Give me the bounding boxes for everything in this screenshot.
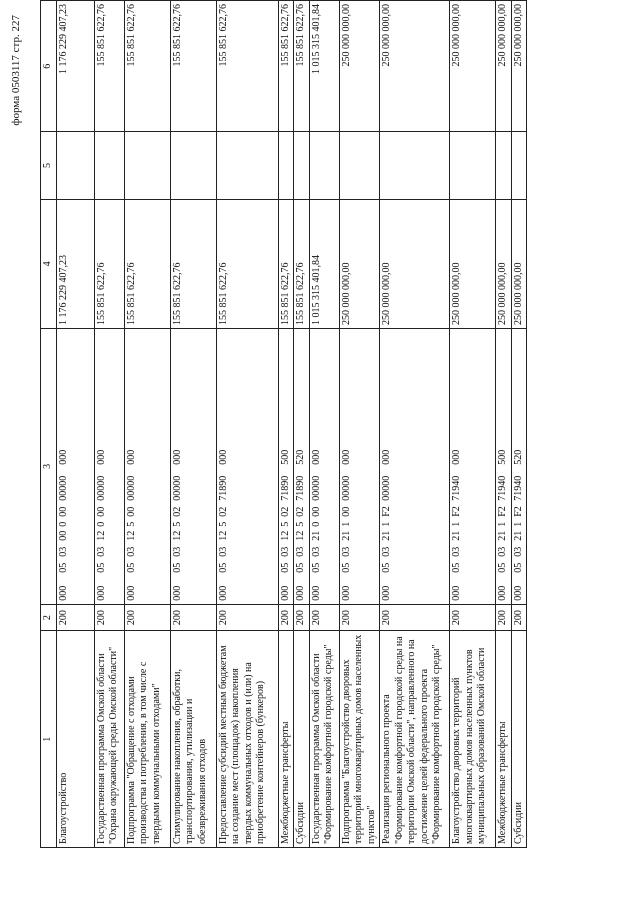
budget-code-part: 00000 (95, 475, 107, 501)
row-line-code-cell: 200 (380, 604, 450, 631)
budget-code-part: 000 (340, 449, 352, 465)
budget-code (96, 332, 109, 601)
budget-code-part: 000 (295, 585, 306, 601)
row-executed-amount-cell (496, 132, 512, 199)
budget-code-part: 00000 (381, 475, 392, 501)
budget-code-part: 000 (451, 585, 462, 601)
row-name-cell: Межбюджетные трансферты (496, 631, 512, 848)
row-executed-amount-cell (278, 132, 294, 199)
row-line-code-cell: 200 (339, 604, 380, 631)
row-executed-amount-cell (124, 132, 170, 199)
budget-code-part: 5 (125, 521, 137, 527)
header-row (41, 1, 57, 848)
row-line-code-cell: 200 (170, 604, 216, 631)
budget-code-part: 000 (125, 449, 137, 465)
budget-code-part: 21 (512, 530, 524, 541)
budget-code-part: 03 (95, 546, 107, 557)
budget-code-part: 000 (95, 449, 107, 465)
budget-code-part: 520 (295, 449, 306, 465)
budget-code-part: 000 (497, 585, 508, 601)
table-row (496, 1, 512, 848)
row-budget-code-cell (170, 329, 216, 605)
budget-code-part: 00 (95, 506, 107, 517)
budget-code-part: 03 (171, 546, 183, 557)
budget-code-part: 03 (217, 546, 229, 557)
budget-code (218, 332, 231, 601)
budget-code-part: 00 (57, 530, 69, 541)
budget-code-part: 1 (381, 521, 392, 527)
row-approved-amount-cell: 250 000 000,00 (380, 199, 450, 328)
budget-code (172, 332, 185, 601)
row-approved-amount-cell: 155 851 622,76 (94, 199, 124, 328)
row-line-code-cell: 200 (496, 604, 512, 631)
budget-code-part: F2 (497, 506, 508, 517)
row-executed-amount-cell (94, 132, 124, 199)
budget-code-part: 03 (310, 546, 322, 557)
budget-code-part: 03 (279, 546, 291, 557)
budget-code (295, 332, 308, 601)
table-row (278, 1, 294, 848)
row-budget-code-cell (339, 329, 380, 605)
row-approved-amount-cell: 155 851 622,76 (216, 199, 278, 328)
budget-code-part: 0 (95, 521, 107, 527)
budget-code-part: 500 (279, 449, 291, 465)
budget-code-part: 000 (279, 585, 291, 601)
row-executed-amount-cell (56, 132, 94, 199)
row-line-code-cell: 200 (216, 604, 278, 631)
row-remaining-amount-cell: 1 176 229 407,23 (56, 1, 94, 132)
budget-code-part: 12 (279, 530, 291, 541)
table-row (56, 1, 94, 848)
row-approved-amount-cell: 250 000 000,00 (339, 199, 380, 328)
budget-code-part: 12 (295, 530, 306, 541)
budget-code (126, 332, 139, 601)
row-remaining-amount-cell: 250 000 000,00 (380, 1, 450, 132)
budget-code (311, 332, 324, 601)
row-line-code-cell: 200 (278, 604, 294, 631)
budget-code-part: 00000 (310, 475, 322, 501)
budget-code-part: 1 (451, 521, 462, 527)
budget-code-part: 00 (310, 506, 322, 517)
budget-code (58, 332, 71, 601)
row-approved-amount-cell: 1 015 315 401,84 (309, 199, 339, 328)
budget-code-part: 000 (217, 449, 229, 465)
budget-code-part: 000 (512, 585, 524, 601)
budget-table (40, 0, 527, 848)
row-remaining-amount-cell: 155 851 622,76 (216, 1, 278, 132)
row-name-cell: Подпрограмма "Благоустройство дворовых территорий многоквартирных домов населенных пунктов" (339, 631, 380, 848)
row-line-code-cell: 200 (309, 604, 339, 631)
table-row (216, 1, 278, 848)
row-executed-amount-cell (511, 132, 527, 199)
budget-code-part: 1 (497, 521, 508, 527)
row-remaining-amount-cell: 250 000 000,00 (511, 1, 527, 132)
row-approved-amount-cell: 155 851 622,76 (124, 199, 170, 328)
col-header-1: 1 (41, 631, 57, 848)
budget-code-part: 05 (310, 562, 322, 573)
budget-code-part: 03 (497, 546, 508, 557)
row-budget-code-cell (216, 329, 278, 605)
row-name-cell: Межбюджетные трансферты (278, 631, 294, 848)
budget-code-part: 05 (512, 562, 524, 573)
budget-code-part: 12 (217, 530, 229, 541)
row-remaining-amount-cell: 250 000 000,00 (496, 1, 512, 132)
row-approved-amount-cell: 250 000 000,00 (450, 199, 496, 328)
table-row (309, 1, 339, 848)
budget-code-part: 1 (340, 521, 352, 527)
row-name-cell: Подпрограмма "Обращение с отходами производства и потребления, в том числе с твердыми коммунальными отходами" (124, 631, 170, 848)
col-header-4: 4 (41, 199, 57, 328)
budget-code-part: 02 (295, 506, 306, 517)
row-remaining-amount-cell: 155 851 622,76 (124, 1, 170, 132)
row-approved-amount-cell: 155 851 622,76 (294, 199, 310, 328)
budget-code-part: 000 (451, 449, 462, 465)
budget-code-part: 05 (279, 562, 291, 573)
budget-code-part: 1 (512, 521, 524, 527)
row-budget-code-cell (450, 329, 496, 605)
col-header-5: 5 (41, 132, 57, 199)
row-executed-amount-cell (294, 132, 310, 199)
budget-code-part: 000 (310, 585, 322, 601)
row-approved-amount-cell: 155 851 622,76 (170, 199, 216, 328)
budget-code-part: 500 (497, 449, 508, 465)
budget-code-part: 00000 (340, 475, 352, 501)
budget-code-part: 21 (451, 530, 462, 541)
budget-code (280, 332, 293, 601)
budget-code (341, 332, 354, 601)
row-name-cell: Стимулирование накопления, обработки, транспортирования, утилизации и обезвреживания отходов (170, 631, 216, 848)
budget-code-part: 12 (95, 530, 107, 541)
row-line-code-cell: 200 (294, 604, 310, 631)
budget-code-part: 00000 (125, 475, 137, 501)
budget-code-part: 02 (279, 506, 291, 517)
budget-code-part: 03 (340, 546, 352, 557)
budget-code-part: 71890 (279, 475, 291, 501)
budget-code-part: 5 (279, 521, 291, 527)
budget-code (513, 332, 526, 601)
row-approved-amount-cell: 250 000 000,00 (511, 199, 527, 328)
budget-code-part: 03 (451, 546, 462, 557)
budget-code-part: 71890 (295, 475, 306, 501)
row-name-cell: Благоустройство дворовых территорий многоквартирных домов населенных пунктов муниципальных образований Омской области (450, 631, 496, 848)
budget-code-part: 02 (171, 506, 183, 517)
budget-code-part: 03 (57, 546, 69, 557)
row-name-cell: Реализация регионального проекта "Формирование комфортной городской среды на территории Омской области", направленного на достижение целей федерального проекта "Формирование комфортной городской среды" (380, 631, 450, 848)
col-header-3: 3 (41, 329, 57, 605)
table-row (124, 1, 170, 848)
budget-code-part: 03 (295, 546, 306, 557)
row-remaining-amount-cell: 155 851 622,76 (170, 1, 216, 132)
budget-code-part: 0 (310, 521, 322, 527)
row-budget-code-cell (294, 329, 310, 605)
row-remaining-amount-cell: 250 000 000,00 (339, 1, 380, 132)
row-approved-amount-cell: 155 851 622,76 (278, 199, 294, 328)
budget-code-part: 05 (340, 562, 352, 573)
table-row (450, 1, 496, 848)
row-budget-code-cell (380, 329, 450, 605)
row-name-cell: Предоставление субсидий местным бюджетам на создание мест (площадок) накопления твердых коммунальных отходов и (или) на приобретение контейнеров (бункеров) (216, 631, 278, 848)
table-row (294, 1, 310, 848)
budget-code-part: 00000 (171, 475, 183, 501)
budget-code-part: 00000 (57, 475, 69, 501)
table-row (511, 1, 527, 848)
row-remaining-amount-cell: 155 851 622,76 (94, 1, 124, 132)
budget-code-part: 03 (512, 546, 524, 557)
budget-code-part: 05 (171, 562, 183, 573)
row-remaining-amount-cell: 155 851 622,76 (278, 1, 294, 132)
row-approved-amount-cell: 250 000 000,00 (496, 199, 512, 328)
row-remaining-amount-cell: 1 015 315 401,84 (309, 1, 339, 132)
col-header-2: 2 (41, 604, 57, 631)
budget-code-part: 21 (381, 530, 392, 541)
table-row (380, 1, 450, 848)
budget-code-part: 05 (125, 562, 137, 573)
budget-code-part: 000 (171, 449, 183, 465)
row-executed-amount-cell (170, 132, 216, 199)
row-budget-code-cell (94, 329, 124, 605)
row-line-code-cell: 200 (56, 604, 94, 631)
row-line-code-cell: 200 (94, 604, 124, 631)
budget-code-part: 5 (217, 521, 229, 527)
table-row (94, 1, 124, 848)
budget-code-part: 21 (497, 530, 508, 541)
budget-code-part: 71940 (497, 475, 508, 501)
table-row (170, 1, 216, 848)
row-name-cell: Субсидии (294, 631, 310, 848)
row-approved-amount-cell: 1 176 229 407,23 (56, 199, 94, 328)
row-line-code-cell: 200 (511, 604, 527, 631)
row-name-cell: Субсидии (511, 631, 527, 848)
budget-code-part: 05 (295, 562, 306, 573)
form-number-note: форма 0503117 стр. 227 (10, 15, 22, 126)
budget-code-part: 05 (95, 562, 107, 573)
budget-code-part: 21 (310, 530, 322, 541)
row-remaining-amount-cell: 250 000 000,00 (450, 1, 496, 132)
budget-code-part: 000 (125, 585, 137, 601)
budget-code-part: 000 (340, 585, 352, 601)
budget-code-part: 000 (381, 449, 392, 465)
budget-code-part: F2 (512, 506, 524, 517)
row-line-code-cell: 200 (124, 604, 170, 631)
table-row (339, 1, 380, 848)
row-executed-amount-cell (380, 132, 450, 199)
budget-code-part: 00 (57, 506, 69, 517)
budget-code-part: F2 (381, 506, 392, 517)
budget-code-part: 000 (310, 449, 322, 465)
budget-code-part: 71940 (512, 475, 524, 501)
row-name-cell: Государственная программа Омской области "Охрана окружающей среды Омской области" (94, 631, 124, 848)
budget-code-part: 71940 (451, 475, 462, 501)
budget-code (497, 332, 510, 601)
budget-code-part: 05 (57, 562, 69, 573)
row-name-cell: Благоустройство (56, 631, 94, 848)
budget-code-part: 21 (340, 530, 352, 541)
budget-code-part: 05 (217, 562, 229, 573)
row-line-code-cell: 200 (450, 604, 496, 631)
budget-code-part: 5 (295, 521, 306, 527)
row-budget-code-cell (278, 329, 294, 605)
budget-code (451, 332, 464, 601)
row-executed-amount-cell (309, 132, 339, 199)
budget-code-part: 05 (381, 562, 392, 573)
budget-code-part: 71890 (217, 475, 229, 501)
budget-code-part: 000 (57, 449, 69, 465)
row-budget-code-cell (124, 329, 170, 605)
budget-code-part: 5 (171, 521, 183, 527)
col-header-6: 6 (41, 1, 57, 132)
row-budget-code-cell (496, 329, 512, 605)
budget-code-part: 05 (497, 562, 508, 573)
budget-code-part: 12 (125, 530, 137, 541)
budget-code-part: 05 (451, 562, 462, 573)
budget-code-part: 000 (171, 585, 183, 601)
budget-code-part: 00 (125, 506, 137, 517)
budget-code-part: 000 (381, 585, 392, 601)
budget-code-part: 0 (57, 521, 69, 527)
row-executed-amount-cell (450, 132, 496, 199)
budget-code-part: 000 (57, 585, 69, 601)
row-name-cell: Государственная программа Омской области "Формирование комфортной городской среды" (309, 631, 339, 848)
budget-code (381, 332, 394, 601)
budget-code-part: 520 (512, 449, 524, 465)
row-executed-amount-cell (339, 132, 380, 199)
budget-code-part: 000 (95, 585, 107, 601)
budget-code-part: F2 (451, 506, 462, 517)
row-budget-code-cell (511, 329, 527, 605)
row-remaining-amount-cell: 155 851 622,76 (294, 1, 310, 132)
row-budget-code-cell (56, 329, 94, 605)
budget-code-part: 00 (340, 506, 352, 517)
budget-code-part: 000 (217, 585, 229, 601)
budget-code-part: 03 (381, 546, 392, 557)
budget-code-part: 03 (125, 546, 137, 557)
budget-code-part: 12 (171, 530, 183, 541)
row-budget-code-cell (309, 329, 339, 605)
budget-code-part: 02 (217, 506, 229, 517)
row-executed-amount-cell (216, 132, 278, 199)
